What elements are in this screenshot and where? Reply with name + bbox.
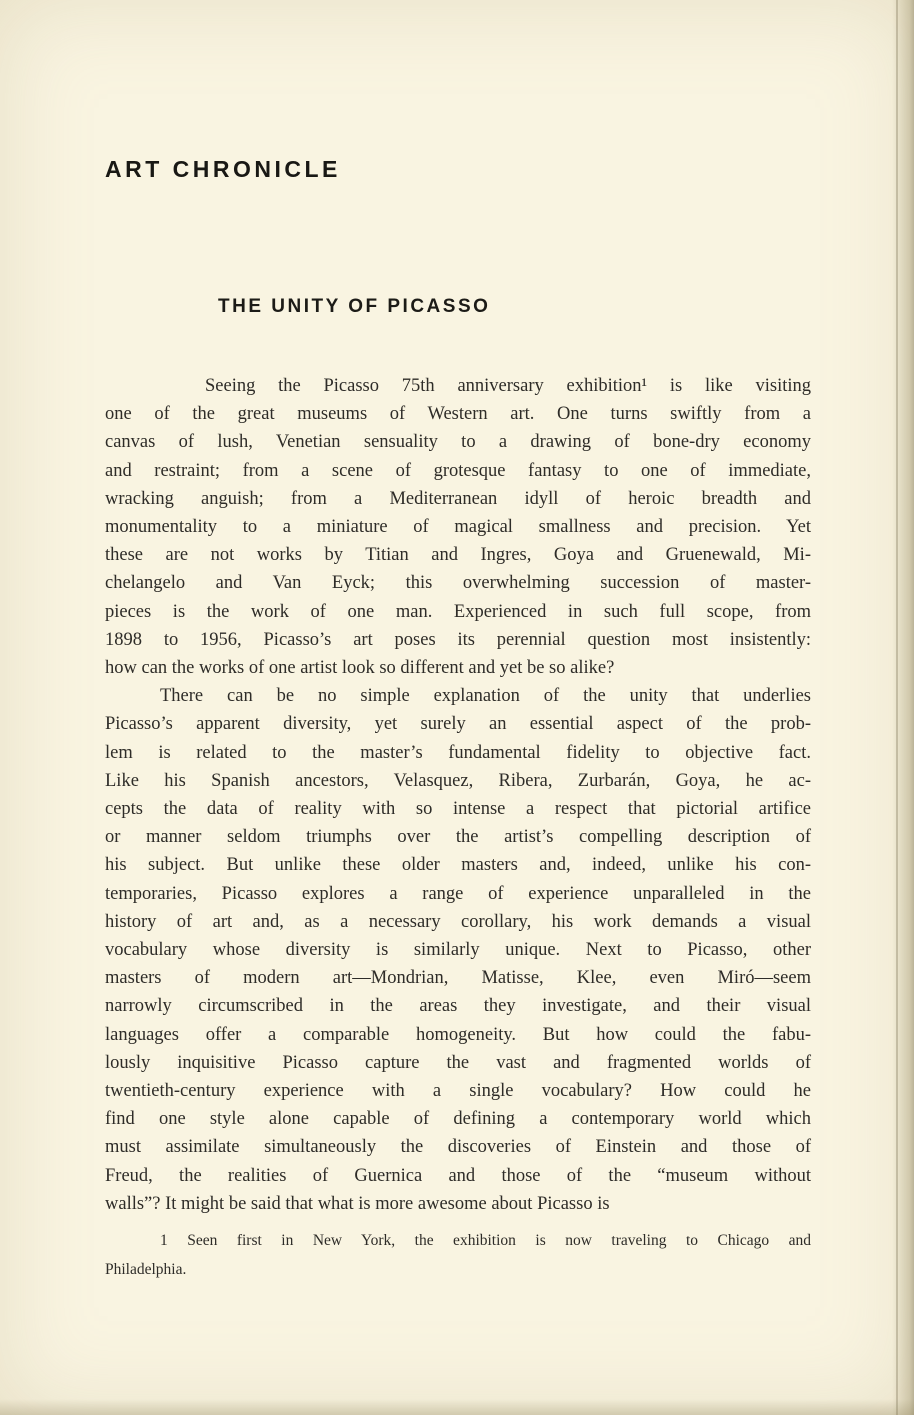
text-line: lously inquisitive Picasso capture the vast and fragmented worlds of — [105, 1052, 811, 1073]
text-line: walls”? It might be said that what is more awesome about Picasso is — [105, 1193, 610, 1214]
text-line: these are not works by Titian and Ingres, Goya and Gruenewald, Mi- — [105, 545, 811, 566]
text-line: twentieth-century experience with a single vocabulary? How could he — [105, 1081, 811, 1102]
text-line: Like his Spanish ancestors, Velasquez, Ribera, Zurbarán, Goya, he ac- — [105, 770, 811, 791]
text-line: Freud, the realities of Guernica and those of the “museum without — [105, 1165, 811, 1186]
text-line: Seeing the Picasso 75th anniversary exhibition¹ is like visiting — [205, 376, 811, 396]
scan-edge-bottom — [0, 1399, 914, 1415]
text-line: and restraint; from a scene of grotesque fantasy to one of immediate, — [105, 460, 811, 481]
article-body — [105, 372, 811, 1218]
text-line: 1898 to 1956, Picasso’s art poses its perennial question most insistently: — [105, 629, 811, 650]
text-line: vocabulary whose diversity is similarly unique. Next to Picasso, other — [105, 940, 811, 961]
text-line: There can be no simple explanation of the unity that underlies — [160, 686, 811, 707]
text-line: 1 Seen first in New York, the exhibition is now traveling to Chicago and — [160, 1232, 811, 1249]
scan-crease-line — [896, 0, 898, 1415]
text-line: masters of modern art—Mondrian, Matisse, Klee, even Miró—seem — [105, 968, 811, 989]
text-line: or manner seldom triumphs over the artist’s compelling description of — [105, 827, 811, 848]
text-line: narrowly circumscribed in the areas they investigate, and their visual — [105, 996, 811, 1017]
article-title: THE UNITY OF PICASSO — [218, 296, 491, 317]
text-line: find one style alone capable of defining a contemporary world which — [105, 1109, 811, 1130]
page-header: ART CHRONICLE — [105, 156, 341, 182]
text-line: chelangelo and Van Eyck; this overwhelming succession of master- — [105, 573, 811, 594]
text-line: Picasso’s apparent diversity, yet surely an essential aspect of the prob- — [105, 714, 811, 735]
text-line: pieces is the work of one man. Experienced in such full scope, from — [105, 601, 811, 622]
text-line: one of the great museums of Western art. One turns swiftly from a — [105, 404, 811, 425]
text-line: lem is related to the master’s fundamental fidelity to objective fact. — [105, 742, 811, 763]
text-line: canvas of lush, Venetian sensuality to a drawing of bone-dry economy — [105, 432, 811, 453]
text-line: languages offer a comparable homogeneity. But how could the fabu- — [105, 1024, 811, 1045]
text-line: cepts the data of reality with so intense a respect that pictorial artifice — [105, 799, 811, 820]
scan-edge-right — [892, 0, 914, 1415]
text-line: must assimilate simultaneously the discoveries of Einstein and those of — [105, 1137, 811, 1158]
text-line: how can the works of one artist look so different and yet be so alike? — [105, 658, 615, 679]
text-line: his subject. But unlike these older masters and, indeed, unlike his con- — [105, 855, 811, 876]
text-line: temporaries, Picasso explores a range of experience unparalleled in the — [105, 883, 811, 904]
text-line: history of art and, as a necessary corollary, his work demands a visual — [105, 911, 811, 932]
footnote — [105, 1226, 811, 1284]
text-line: Philadelphia. — [105, 1261, 187, 1278]
text-line: monumentality to a miniature of magical smallness and precision. Yet — [105, 517, 811, 538]
text-line: wracking anguish; from a Mediterranean idyll of heroic breadth and — [105, 488, 811, 509]
